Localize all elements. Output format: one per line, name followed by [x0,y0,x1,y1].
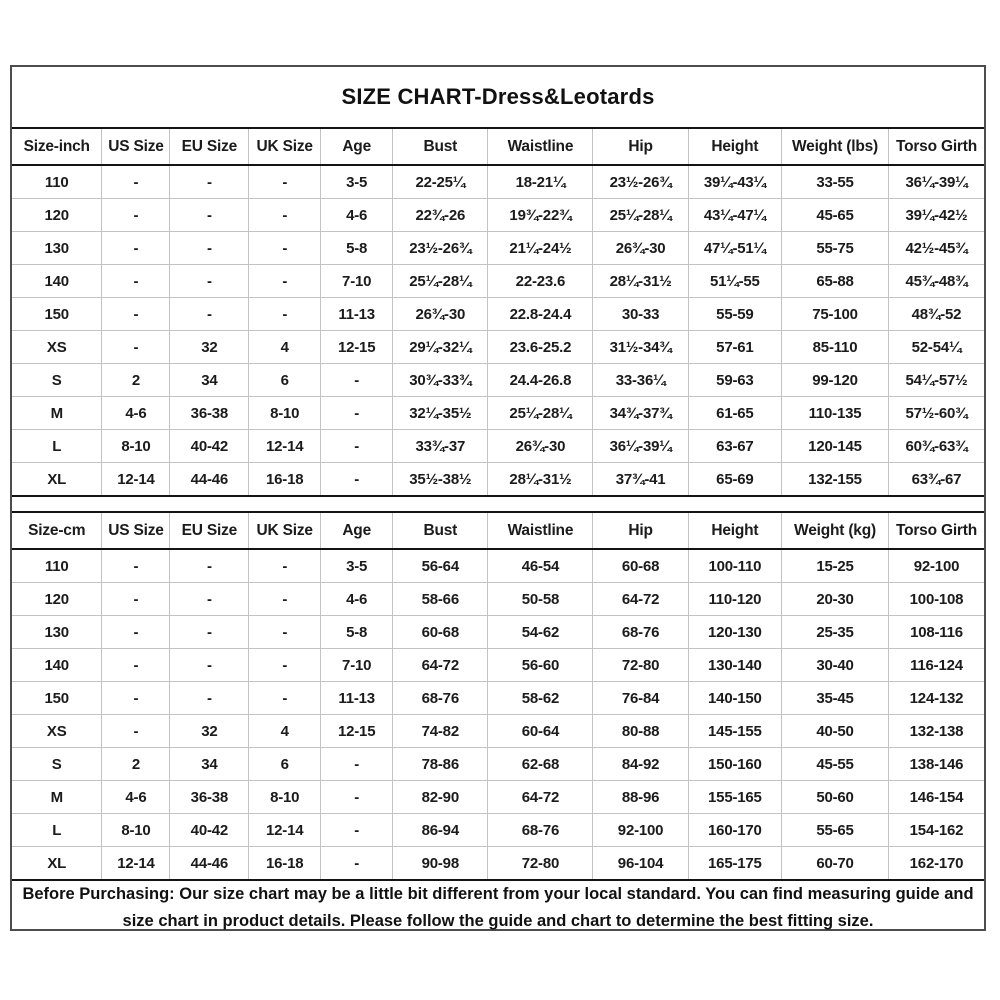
value-cell: 35-45 [782,682,889,715]
size-label-cell: 140 [12,265,102,298]
value-cell: 32¼-35½ [393,397,488,430]
value-cell: 26¾-30 [593,232,688,265]
value-cell: 35½-38½ [393,463,488,497]
value-cell: 11-13 [321,298,393,331]
value-cell: 110-135 [782,397,889,430]
value-cell: 23.6-25.2 [488,331,593,364]
table-row [12,682,984,715]
value-cell: - [170,165,249,199]
value-cell: - [249,165,321,199]
column-header: Hip [593,128,688,165]
size-label-cell: 120 [12,199,102,232]
table-row [12,814,984,847]
value-cell: 57½-60¾ [888,397,984,430]
table-row [12,549,984,583]
value-cell: 25¼-28¼ [593,199,688,232]
value-cell: 39¼-42½ [888,199,984,232]
value-cell: 44-46 [170,463,249,497]
value-cell: 100-108 [888,583,984,616]
value-cell: 12-14 [249,430,321,463]
value-cell: 96-104 [593,847,688,881]
value-cell: 5-8 [321,616,393,649]
value-cell: 22¾-26 [393,199,488,232]
value-cell: 24.4-26.8 [488,364,593,397]
column-header: UK Size [249,512,321,549]
value-cell: 64-72 [393,649,488,682]
size-label-cell: 150 [12,682,102,715]
column-header: Age [321,512,393,549]
table-row [12,781,984,814]
header-row [12,128,984,165]
value-cell: - [249,682,321,715]
value-cell: - [102,331,170,364]
value-cell: 28¼-31½ [593,265,688,298]
column-header: Size-cm [12,512,102,549]
value-cell: - [321,814,393,847]
value-cell: 11-13 [321,682,393,715]
size-chart-cm-table [12,511,984,881]
value-cell: 33¾-37 [393,430,488,463]
value-cell: 58-62 [488,682,593,715]
value-cell: 22-25¼ [393,165,488,199]
value-cell: 37¾-41 [593,463,688,497]
column-header: EU Size [170,512,249,549]
value-cell: - [170,265,249,298]
value-cell: 33-36¼ [593,364,688,397]
value-cell: 5-8 [321,232,393,265]
size-label-cell: L [12,814,102,847]
value-cell: 40-50 [782,715,889,748]
value-cell: 2 [102,748,170,781]
purchase-note-text: Before Purchasing: Our size chart may be a little bit different from your local standard. You can find measuring guide and size chart in product details. Please follow the guide and chart to determine the best fitting size. [22,885,974,930]
value-cell: 25-35 [782,616,889,649]
value-cell: 44-46 [170,847,249,881]
size-label-cell: L [12,430,102,463]
value-cell: 99-120 [782,364,889,397]
value-cell: 55-59 [688,298,781,331]
cm-table-header [12,512,984,549]
value-cell: 23½-26¾ [593,165,688,199]
value-cell: 65-69 [688,463,781,497]
column-header: EU Size [170,128,249,165]
value-cell: 68-76 [393,682,488,715]
value-cell: - [102,265,170,298]
value-cell: 68-76 [593,616,688,649]
column-header: Torso Girth [888,512,984,549]
value-cell: - [249,232,321,265]
value-cell: 30-33 [593,298,688,331]
value-cell: 36¼-39¼ [888,165,984,199]
value-cell: 8-10 [249,781,321,814]
value-cell: - [321,364,393,397]
column-header: Waistline [488,512,593,549]
size-label-cell: S [12,748,102,781]
value-cell: 47¼-51¼ [688,232,781,265]
table-row [12,232,984,265]
inch-table-header [12,128,984,165]
table-row [12,265,984,298]
value-cell: 85-110 [782,331,889,364]
value-cell: 50-58 [488,583,593,616]
value-cell: 26¾-30 [488,430,593,463]
value-cell: 75-100 [782,298,889,331]
value-cell: 50-60 [782,781,889,814]
value-cell: - [102,232,170,265]
column-header: Weight (kg) [782,512,889,549]
value-cell: 86-94 [393,814,488,847]
value-cell: - [321,397,393,430]
value-cell: - [102,715,170,748]
value-cell: 8-10 [249,397,321,430]
size-label-cell: XL [12,847,102,881]
value-cell: 16-18 [249,847,321,881]
size-label-cell: XS [12,715,102,748]
value-cell: 45¾-48¾ [888,265,984,298]
value-cell: 54¼-57½ [888,364,984,397]
value-cell: - [170,649,249,682]
value-cell: 76-84 [593,682,688,715]
value-cell: 32 [170,715,249,748]
value-cell: 12-15 [321,715,393,748]
inch-table-body [12,165,984,496]
table-row [12,616,984,649]
value-cell: - [102,199,170,232]
value-cell: 4 [249,331,321,364]
table-row [12,199,984,232]
value-cell: 28¼-31½ [488,463,593,497]
value-cell: 60¾-63¾ [888,430,984,463]
value-cell: 72-80 [593,649,688,682]
column-header: Torso Girth [888,128,984,165]
value-cell: 72-80 [488,847,593,881]
table-row [12,364,984,397]
value-cell: 130-140 [688,649,781,682]
value-cell: 16-18 [249,463,321,497]
value-cell: 42½-45¾ [888,232,984,265]
size-label-cell: M [12,781,102,814]
value-cell: 21¼-24½ [488,232,593,265]
value-cell: - [102,583,170,616]
column-header: Hip [593,512,688,549]
size-label-cell: 110 [44,557,69,575]
value-cell: 2 [102,364,170,397]
value-cell: - [249,298,321,331]
value-cell: 40-42 [170,430,249,463]
value-cell: 15-25 [782,549,889,583]
value-cell: 160-170 [688,814,781,847]
value-cell: 20-30 [782,583,889,616]
value-cell: 3-5 [321,165,393,199]
size-label-cell: M [12,397,102,430]
size-label-cell: XL [12,463,102,497]
value-cell: 19¾-22¾ [488,199,593,232]
value-cell: 92-100 [593,814,688,847]
value-cell: 132-155 [782,463,889,497]
value-cell: - [170,232,249,265]
table-row [12,463,984,497]
value-cell: 30-40 [782,649,889,682]
column-header: Waistline [488,128,593,165]
column-header: Height [688,128,781,165]
value-cell: 64-72 [593,583,688,616]
value-cell: 63-67 [688,430,781,463]
value-cell: 56-60 [488,649,593,682]
table-row [12,331,984,364]
value-cell: 32 [170,331,249,364]
value-cell: - [102,549,170,583]
value-cell: 165-175 [688,847,781,881]
value-cell: - [249,616,321,649]
table-row [12,397,984,430]
value-cell: 8-10 [102,430,170,463]
value-cell: 22-23.6 [488,265,593,298]
value-cell: 52-54¼ [888,331,984,364]
value-cell: 12-14 [249,814,321,847]
value-cell: 51¼-55 [688,265,781,298]
value-cell: 132-138 [888,715,984,748]
size-label-cell: S [12,364,102,397]
column-header: Bust [393,512,488,549]
chart-title: SIZE CHART-Dress&Leotards [341,84,655,109]
table-row [12,748,984,781]
value-cell: 6 [249,748,321,781]
value-cell: 82-90 [393,781,488,814]
column-header: UK Size [249,128,321,165]
column-header: Age [321,128,393,165]
value-cell: - [170,298,249,331]
value-cell: - [249,649,321,682]
value-cell: - [170,682,249,715]
value-cell: 26¾-30 [393,298,488,331]
size-label-cell: 130 [12,616,102,649]
value-cell: 46-54 [488,549,593,583]
value-cell: 31½-34¾ [593,331,688,364]
value-cell: 22.8-24.4 [488,298,593,331]
value-cell: 23½-26¾ [393,232,488,265]
value-cell: - [249,549,321,583]
column-header: US Size [102,512,170,549]
table-divider-gap [12,497,984,511]
value-cell: 3-5 [321,549,393,583]
value-cell: 30¾-33¾ [393,364,488,397]
value-cell: - [102,165,170,199]
value-cell: 63¾-67 [888,463,984,497]
value-cell: 58-66 [393,583,488,616]
value-cell: 6 [249,364,321,397]
column-header: Weight (lbs) [782,128,889,165]
table-row [12,583,984,616]
column-header: Bust [393,128,488,165]
value-cell: 124-132 [888,682,984,715]
value-cell: 36¼-39¼ [593,430,688,463]
value-cell: 108-116 [888,616,984,649]
value-cell: 60-68 [393,616,488,649]
value-cell: 45-65 [782,199,889,232]
value-cell: 12-14 [102,847,170,881]
value-cell: 40-42 [170,814,249,847]
value-cell: 64-72 [488,781,593,814]
value-cell: 43¼-47¼ [688,199,781,232]
value-cell: 78-86 [393,748,488,781]
value-cell: - [321,748,393,781]
value-cell: 100-110 [688,549,781,583]
value-cell: 7-10 [321,649,393,682]
value-cell: 4-6 [102,397,170,430]
table-row [12,165,984,199]
value-cell: 12-15 [321,331,393,364]
value-cell: - [321,847,393,881]
value-cell: 48¾-52 [888,298,984,331]
value-cell: 154-162 [888,814,984,847]
value-cell: 62-68 [488,748,593,781]
value-cell: 56-64 [393,549,488,583]
value-cell: 12-14 [102,463,170,497]
value-cell: 110-120 [688,583,781,616]
size-chart-inch-table [12,127,984,497]
value-cell: 84-92 [593,748,688,781]
value-cell: 34¾-37¾ [593,397,688,430]
value-cell: 33-55 [782,165,889,199]
value-cell: 25¼-28¼ [488,397,593,430]
value-cell: 34 [170,748,249,781]
value-cell: 60-70 [782,847,889,881]
header-row [12,512,984,549]
value-cell: 60-64 [488,715,593,748]
cm-table-body [12,549,984,880]
value-cell: 146-154 [888,781,984,814]
column-header: US Size [102,128,170,165]
value-cell: 61-65 [688,397,781,430]
size-label-cell: 130 [12,232,102,265]
value-cell: 29¼-32¼ [393,331,488,364]
size-label-cell: 140 [12,649,102,682]
value-cell: 140-150 [688,682,781,715]
value-cell: 162-170 [888,847,984,881]
value-cell: 4-6 [102,781,170,814]
value-cell: 4 [249,715,321,748]
value-cell: 45-55 [782,748,889,781]
table-row [12,298,984,331]
value-cell: 74-82 [393,715,488,748]
value-cell: - [249,583,321,616]
value-cell: - [170,616,249,649]
value-cell: 39¼-43¼ [688,165,781,199]
value-cell: 65-88 [782,265,889,298]
value-cell: 150-160 [688,748,781,781]
value-cell: 138-146 [888,748,984,781]
size-label-cell: 110 [44,173,69,191]
value-cell: 120-130 [688,616,781,649]
value-cell: 25¼-28¼ [393,265,488,298]
value-cell: 4-6 [321,199,393,232]
table-row [12,847,984,881]
value-cell: - [102,298,170,331]
value-cell: 34 [170,364,249,397]
value-cell: 8-10 [102,814,170,847]
purchase-note [12,881,984,935]
value-cell: 88-96 [593,781,688,814]
value-cell: 92-100 [888,549,984,583]
value-cell: 57-61 [688,331,781,364]
value-cell: - [321,430,393,463]
value-cell: - [249,265,321,298]
table-row [12,715,984,748]
value-cell: 60-68 [593,549,688,583]
value-cell: - [170,549,249,583]
column-header: Height [688,512,781,549]
value-cell: 4-6 [321,583,393,616]
table-row [12,649,984,682]
table-row [12,430,984,463]
value-cell: - [170,583,249,616]
value-cell: 36-38 [170,781,249,814]
column-header: Size-inch [12,128,102,165]
value-cell: - [170,199,249,232]
value-cell: 145-155 [688,715,781,748]
size-label-cell: 150 [12,298,102,331]
value-cell: 116-124 [888,649,984,682]
size-chart-panel [10,65,986,931]
value-cell: - [321,781,393,814]
value-cell: 68-76 [488,814,593,847]
value-cell: - [102,616,170,649]
size-label-cell: XS [12,331,102,364]
value-cell: - [249,199,321,232]
size-label-cell: 120 [12,583,102,616]
value-cell: - [102,649,170,682]
value-cell: 36-38 [170,397,249,430]
value-cell: - [321,463,393,497]
value-cell: 55-65 [782,814,889,847]
value-cell: 120-145 [782,430,889,463]
value-cell: - [102,682,170,715]
value-cell: 90-98 [393,847,488,881]
value-cell: 155-165 [688,781,781,814]
value-cell: 80-88 [593,715,688,748]
value-cell: 59-63 [688,364,781,397]
value-cell: 54-62 [488,616,593,649]
value-cell: 55-75 [782,232,889,265]
value-cell: 7-10 [321,265,393,298]
value-cell: 18-21¼ [488,165,593,199]
